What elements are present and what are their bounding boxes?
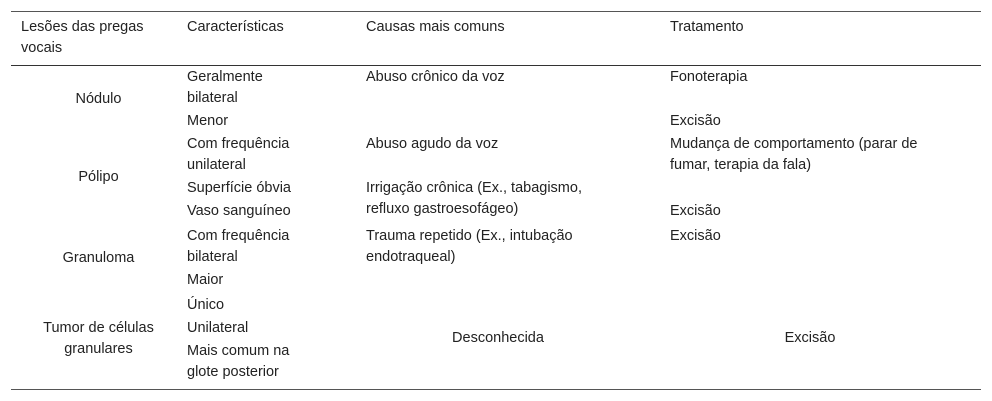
treat-polipo-1-line1: Mudança de comportamento (parar de bbox=[670, 136, 918, 152]
lesion-tumor-line2: granulares bbox=[64, 341, 133, 357]
treat-nodulo-2: Excisão bbox=[670, 113, 721, 129]
treat-tumor: Excisão bbox=[784, 330, 836, 346]
lesions-table bbox=[11, 11, 981, 390]
char-polipo-2: Superfície óbvia bbox=[187, 180, 291, 196]
cause-polipo-2-line1: Irrigação crônica (Ex., tabagismo, bbox=[366, 180, 582, 196]
lesion-polipo: Pólipo bbox=[78, 169, 119, 185]
char-granuloma-1-line2: bilateral bbox=[187, 249, 238, 265]
treat-nodulo-1: Fonoterapia bbox=[670, 69, 748, 85]
char-nodulo-2: Menor bbox=[187, 113, 229, 129]
cause-nodulo-1: Abuso crônico da voz bbox=[366, 69, 505, 85]
header-treatment: Tratamento bbox=[670, 19, 744, 35]
lesion-tumor-line1: Tumor de células bbox=[43, 320, 154, 336]
cause-polipo-1: Abuso agudo da voz bbox=[366, 136, 499, 152]
char-tumor-3-line1: Mais comum na bbox=[187, 343, 290, 359]
header-divider bbox=[11, 65, 981, 66]
char-nodulo-1-line1: Geralmente bbox=[187, 69, 263, 85]
cause-polipo-2-line2: refluxo gastroesofágeo) bbox=[366, 201, 519, 217]
treat-granuloma-1: Excisão bbox=[670, 228, 721, 244]
cause-tumor: Desconhecida bbox=[452, 330, 544, 346]
char-tumor-2: Unilateral bbox=[187, 320, 249, 336]
header-lesions-line1: Lesões das pregas bbox=[21, 19, 144, 35]
cause-granuloma-1-line2: endotraqueal) bbox=[366, 249, 456, 265]
char-polipo-1-line2: unilateral bbox=[187, 157, 246, 173]
cause-granuloma-1-line1: Trauma repetido (Ex., intubação bbox=[366, 228, 573, 244]
header-lesions-line2: vocais bbox=[21, 40, 63, 56]
lesion-nodulo: Nódulo bbox=[75, 91, 122, 107]
char-nodulo-1-line2: bilateral bbox=[187, 90, 238, 106]
char-tumor-3-line2: glote posterior bbox=[187, 364, 279, 380]
lesion-granuloma: Granuloma bbox=[62, 250, 135, 266]
char-polipo-1-line1: Com frequência bbox=[187, 136, 290, 152]
char-tumor-1: Único bbox=[187, 297, 225, 313]
treat-polipo-1-line2: fumar, terapia da fala) bbox=[670, 157, 812, 173]
header-causes: Causas mais comuns bbox=[366, 19, 505, 35]
char-granuloma-1-line1: Com frequência bbox=[187, 228, 290, 244]
char-polipo-3: Vaso sanguíneo bbox=[187, 203, 291, 219]
char-granuloma-2: Maior bbox=[187, 272, 224, 288]
treat-polipo-2: Excisão bbox=[670, 203, 721, 219]
header-characteristics: Características bbox=[187, 19, 284, 35]
